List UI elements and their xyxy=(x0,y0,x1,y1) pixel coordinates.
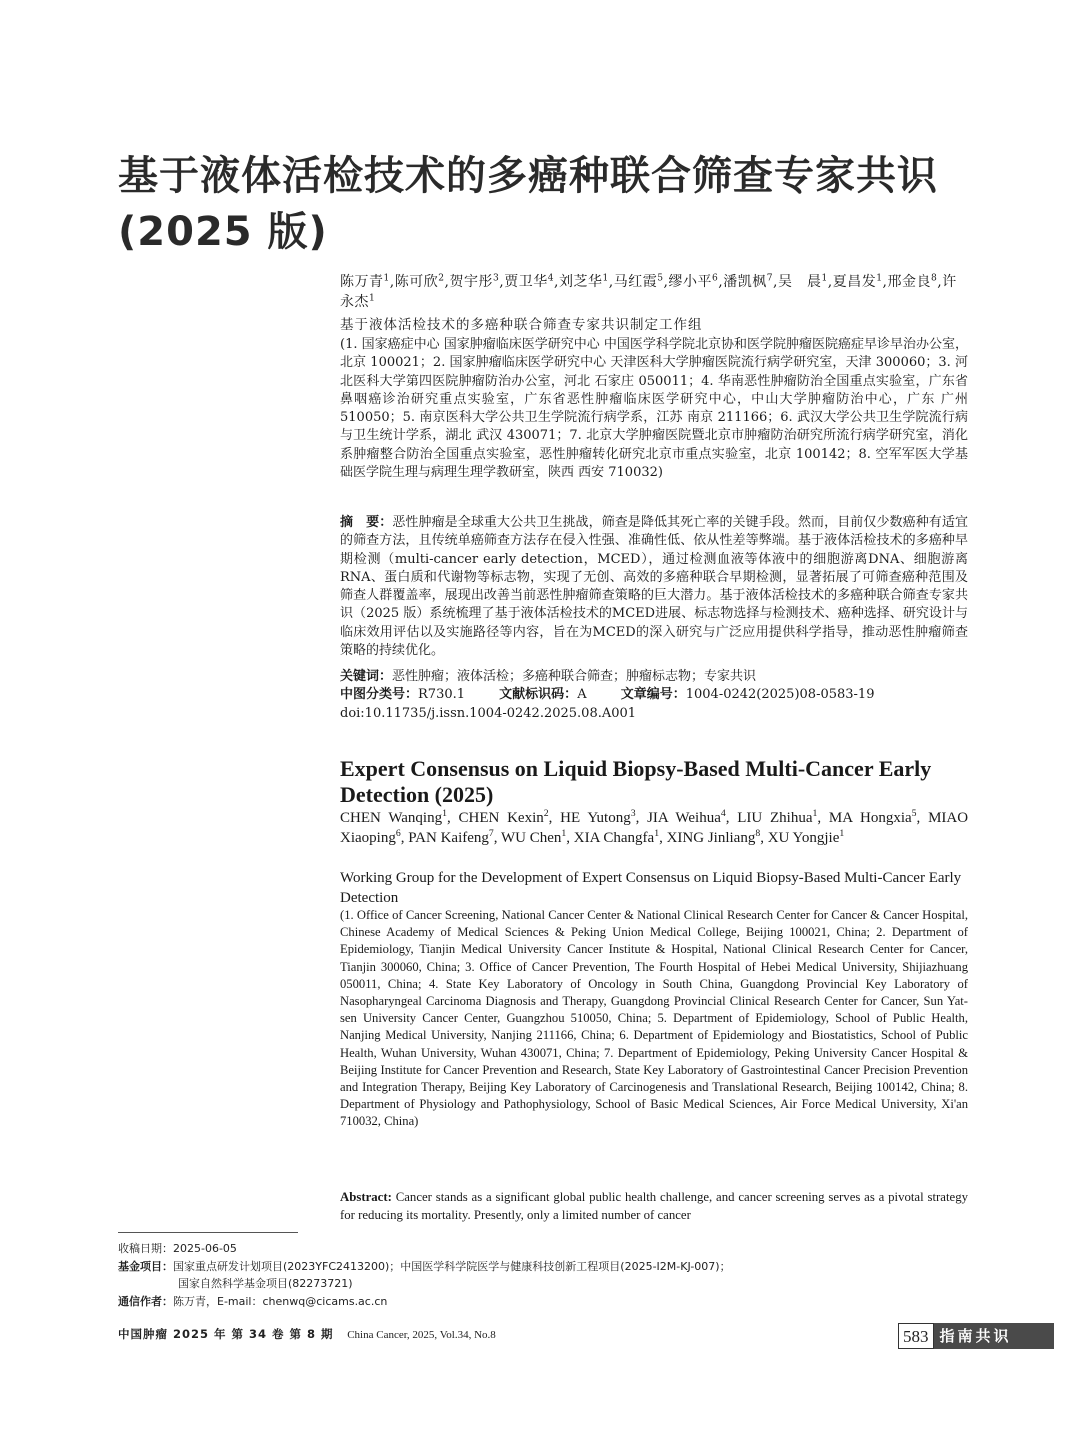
fund-line-2: 国家自然科学基金项目(82273721) xyxy=(178,1277,353,1290)
section-tag: 指南共识 xyxy=(934,1323,1054,1349)
author: WU Chen$^1$, xyxy=(501,828,574,846)
author-affiliation-number: 3 xyxy=(630,808,636,819)
author: XIA Changfa$^1$, xyxy=(573,828,667,846)
fund-line-1 xyxy=(118,1258,878,1276)
article-metadata-cn xyxy=(340,668,968,723)
author: MIAO Xiaoping$^6$, xyxy=(340,810,969,846)
page-number: 583 xyxy=(898,1323,934,1349)
author: 贾卫华$^4$, xyxy=(504,273,559,290)
author-name: 贾卫华 xyxy=(504,274,548,290)
journal-name-cn: 中国肿瘤 2025 年 第 34 卷 第 8 期 xyxy=(118,1327,334,1341)
author-name: 马红霞 xyxy=(613,274,658,290)
author-name: MA Hongxia xyxy=(828,810,912,826)
author-name: 潘凯枫 xyxy=(723,274,767,290)
author-affiliation-number: 7 xyxy=(766,273,774,284)
keywords-cn-label: 关键词： xyxy=(340,669,393,684)
author-name: 邢金良 xyxy=(887,274,931,290)
authors-en xyxy=(340,808,968,848)
author-affiliation-number: 1 xyxy=(839,828,845,839)
author-name: JIA Weihua xyxy=(647,810,721,826)
author: 潘凯枫$^7$, xyxy=(723,273,778,290)
author-affiliation-number: 2 xyxy=(438,273,445,284)
author: CHEN Kexin$^2$, xyxy=(458,808,561,826)
author: JIA Weihua$^4$, xyxy=(647,808,738,826)
author: XING Jinliang$^8$, xyxy=(666,828,768,846)
author-affiliation-number: 8 xyxy=(755,828,761,839)
doc-code-label: 文献标识码： xyxy=(499,687,578,703)
author: CHEN Wanqing$^1$, xyxy=(340,808,459,826)
author-affiliation-number: 4 xyxy=(720,808,726,819)
author-affiliation-number: 7 xyxy=(488,828,494,839)
author-affiliation-number: 8 xyxy=(931,273,938,284)
corr-text: 陈万青，E-mail：chenwq@cicams.ac.cn xyxy=(173,1294,388,1308)
author-affiliation-number: 2 xyxy=(543,808,549,819)
author-affiliation-number: 6 xyxy=(712,273,719,284)
working-group-cn: 基于液体活检技术的多癌种联合筛查专家共识制定工作组 xyxy=(340,317,703,333)
author-affiliation-number: 3 xyxy=(493,273,500,284)
author-name: 贺宇彤 xyxy=(449,274,493,290)
author-affiliation-number: 1 xyxy=(561,828,567,839)
author: 马红霞$^5$, xyxy=(613,273,669,290)
title-line-2: (2025 版) xyxy=(118,209,328,255)
author-affiliation-number: 1 xyxy=(383,273,390,284)
affiliations-en: (1. Office of Cancer Screening, National Cancer Center & National Clinical Research Center for Cancer & Cancer Hospital, Chinese Academy of Medical Sciences & Peking Union Medical College, Beijing 100021, China; 2. Department of Epidemiology, Tianjin Medical University Cancer Institute & Hospital, National Clinical Research Center for Cancer, Tianjin 300060, China; 3. Office of Cancer Prevention, The Fourth Hospital of Hebei Medical University, Shijiazhuang 050011, China; 4. State Key Laboratory of Oncology in South China, Guangdong Provincial Key Laboratory of Nasopharyngeal Carcinoma Diagnosis and Therapy, Guangdong Provincial Clinical Research Center for Cancer, Sun Yat-sen University Cancer Center, Guangzhou 510050, China; 5. Department of Epidemiology, School of Public Health, Nanjing Medical University, Nanjing 211166, China; 6. Department of Epidemiology and Biostatistics, School of Public Health, Wuhan University, Wuhan 430071, China; 7. Department of Epidemiology, Peking University Cancer Hospital & Beijing Institute for Cancer Prevention and Research, State Key Laboratory of Gastrointestinal Cancer Precision Prevention and Integration Therapy, Beijing Key Laboratory of Carcinogenesis and Translational Research, Beijing 100142, China; 8. Department of Physiology and Pathophysiology, School of Basic Medical Sciences, Air Force Medical University, Xi'an 710032, China) xyxy=(340,908,968,1129)
author: 吴 晨$^1$, xyxy=(778,273,833,290)
doi: doi:10.11735/j.issn.1004-0242.2025.08.A001 xyxy=(340,705,637,721)
fund-label: 基金项目： xyxy=(118,1259,173,1273)
author-name: LIU Zhihua xyxy=(737,810,813,826)
author-name: 陈万青 xyxy=(340,274,384,290)
classification-row xyxy=(340,686,968,704)
journal-name-en: China Cancer, 2025, Vol.34, No.8 xyxy=(347,1329,496,1341)
corresponding-author xyxy=(118,1293,878,1311)
footnotes xyxy=(118,1240,878,1310)
affiliations-cn: (1. 国家癌症中心 国家肿瘤临床医学研究中心 中国医学科学院北京协和医学院肿瘤医院癌症早诊早治办公室，北京 100021；2. 国家肿瘤临床医学研究中心 天津医科大学肿瘤医院流行病学研究室，天津 300060；3. 河北医科大学第四医院肿瘤防治办公室，河北 石家庄 050011；4. 华南恶性肿瘤防治全国重点实验室，广东省鼻咽癌诊治研究重点实验室，广东省恶性肿瘤临床医学研究中心，中山大学肿瘤防治中心，广东 广州 510050；5. 南京医科大学公共卫生学院流行病学系，江苏 南京 211166；6. 武汉大学公共卫生学院流行病与卫生统计学系，湖北 武汉 430071；7. 北京大学肿瘤医院暨北京市肿瘤防治研究所流行病学研究室，消化系肿瘤整合防治全国重点实验室，恶性肿瘤转化研究北京市重点实验室，北京 100142；8. 空军军医大学基础医学院生理与病理生理学教研室，陕西 西安 710032) xyxy=(340,337,968,481)
working-group-en: Working Group for the Development of Expert Consensus on Liquid Biopsy-Based Multi-Cancer Early Detection xyxy=(340,870,962,906)
author: 刘芝华$^1$, xyxy=(559,273,614,290)
author-affiliation-number: 1 xyxy=(602,273,609,284)
author-affiliation-number: 4 xyxy=(547,273,555,284)
author: LIU Zhihua$^1$, xyxy=(737,808,829,826)
author-affiliation-number: 1 xyxy=(442,808,447,819)
author-affiliation-number: 5 xyxy=(911,808,917,819)
clc-label: 中图分类号： xyxy=(340,687,419,703)
author: HE Yutong$^3$, xyxy=(560,808,648,826)
author-affiliation-number: 1 xyxy=(821,273,828,284)
author: 陈万青$^1$, xyxy=(340,273,395,290)
article-number-label: 文章编号： xyxy=(620,687,686,703)
author-affiliation-number: 1 xyxy=(876,273,883,284)
author-name: PAN Kaifeng xyxy=(408,830,489,846)
abstract-en-label: Abstract: xyxy=(340,1190,392,1204)
abstract-cn-text: 恶性肿瘤是全球重大公共卫生挑战，筛查是降低其死亡率的关键手段。然而，目前仅少数癌种有适宜的筛查方法，且传统单癌筛查方法存在侵入性强、准确性低、依从性差等弊端。基于液体活检技术的多癌种早期检测（multi-cancer early detection，MCED），通过检测血液等体液中的细胞游离DNA、细胞游离RNA、蛋白质和代谢物等标志物，实现了无创、高效的多癌种联合早期检测，显著拓展了可筛查癌种范围及筛查人群覆盖率，展现出改善当前恶性肿瘤筛查策略的巨大潜力。基于液体活检技术的多癌种联合筛查专家共识（2025 版）系统梳理了基于液体活检技术的MCED进展、标志物选择与检测技术、癌种选择、研究设计与临床效用评估以及实施路径等内容，旨在为MCED的深入研究与广泛应用提供科学指导，推动恶性肿瘤筛查策略的持续优化。 xyxy=(340,515,968,659)
author: 夏昌发$^1$, xyxy=(832,273,888,290)
author-affiliation-number: 1 xyxy=(369,293,376,304)
doc-code-value: A xyxy=(577,687,587,703)
author: 缪小平$^6$, xyxy=(668,273,724,290)
authors-cn xyxy=(340,272,968,312)
article-number-value: 1004-0242(2025)08-0583-19 xyxy=(685,687,875,703)
keywords-cn-text: 恶性肿瘤；液体活检；多癌种联合筛查；肿瘤标志物；专家共识 xyxy=(392,669,757,684)
author-name: CHEN Wanqing xyxy=(340,810,443,826)
author-affiliation-number: 6 xyxy=(395,828,401,839)
author xyxy=(768,830,845,846)
fund-text-1: 国家重点研发计划项目(2023YFC2413200)；中国医学科学院医学与健康科技创新工程项目(2025-I2M-KJ-007)； xyxy=(173,1259,731,1273)
author-name: 夏昌发 xyxy=(832,274,877,290)
author-name: XU Yongjie xyxy=(767,830,840,846)
corr-label: 通信作者： xyxy=(118,1294,173,1308)
author-name: 许永杰 xyxy=(340,274,957,310)
author-name: 吴 晨 xyxy=(778,274,822,290)
footnote-divider xyxy=(118,1232,298,1233)
author-name: CHEN Kexin xyxy=(458,810,544,826)
clc-value: R730.1 xyxy=(418,687,466,703)
page-tag xyxy=(898,1323,1054,1349)
author: 邢金良$^8$, xyxy=(887,273,943,290)
keywords-cn xyxy=(340,668,968,686)
author-name: WU Chen xyxy=(501,830,562,846)
author: MA Hongxia$^5$, xyxy=(828,808,929,826)
author: 陈可欣$^2$, xyxy=(394,273,450,290)
author-name: 陈可欣 xyxy=(394,274,439,290)
author-name: XIA Changfa xyxy=(573,830,655,846)
abstract-cn-label: 摘 要： xyxy=(340,515,393,530)
article-title xyxy=(118,148,998,260)
author-name: 缪小平 xyxy=(668,274,712,290)
author-name: 刘芝华 xyxy=(559,274,603,290)
author-name: XING Jinliang xyxy=(666,830,756,846)
author-affiliation-number: 5 xyxy=(657,273,664,284)
abstract-en xyxy=(340,1188,968,1224)
author-affiliation-number: 1 xyxy=(654,828,660,839)
author-name: HE Yutong xyxy=(560,810,631,826)
journal-footer xyxy=(118,1326,496,1342)
author: 贺宇彤$^3$, xyxy=(449,273,505,290)
author: PAN Kaifeng$^7$, xyxy=(408,828,502,846)
author-affiliation-number: 1 xyxy=(812,808,818,819)
received-date: 收稿日期：2025-06-05 xyxy=(118,1242,237,1255)
abstract-en-text: Cancer stands as a significant global public health challenge, and cancer screening serves as a pivotal strategy for reducing its mortality. Presently, only a limited number of cancer xyxy=(340,1190,968,1222)
author-name: MIAO Xiaoping xyxy=(340,810,969,846)
article-title-en: Expert Consensus on Liquid Biopsy-Based Multi-Cancer Early Detection (2025) xyxy=(340,756,932,807)
title-line-1: 基于液体活检技术的多癌种联合筛查专家共识 xyxy=(118,153,938,199)
abstract-cn xyxy=(340,514,968,660)
